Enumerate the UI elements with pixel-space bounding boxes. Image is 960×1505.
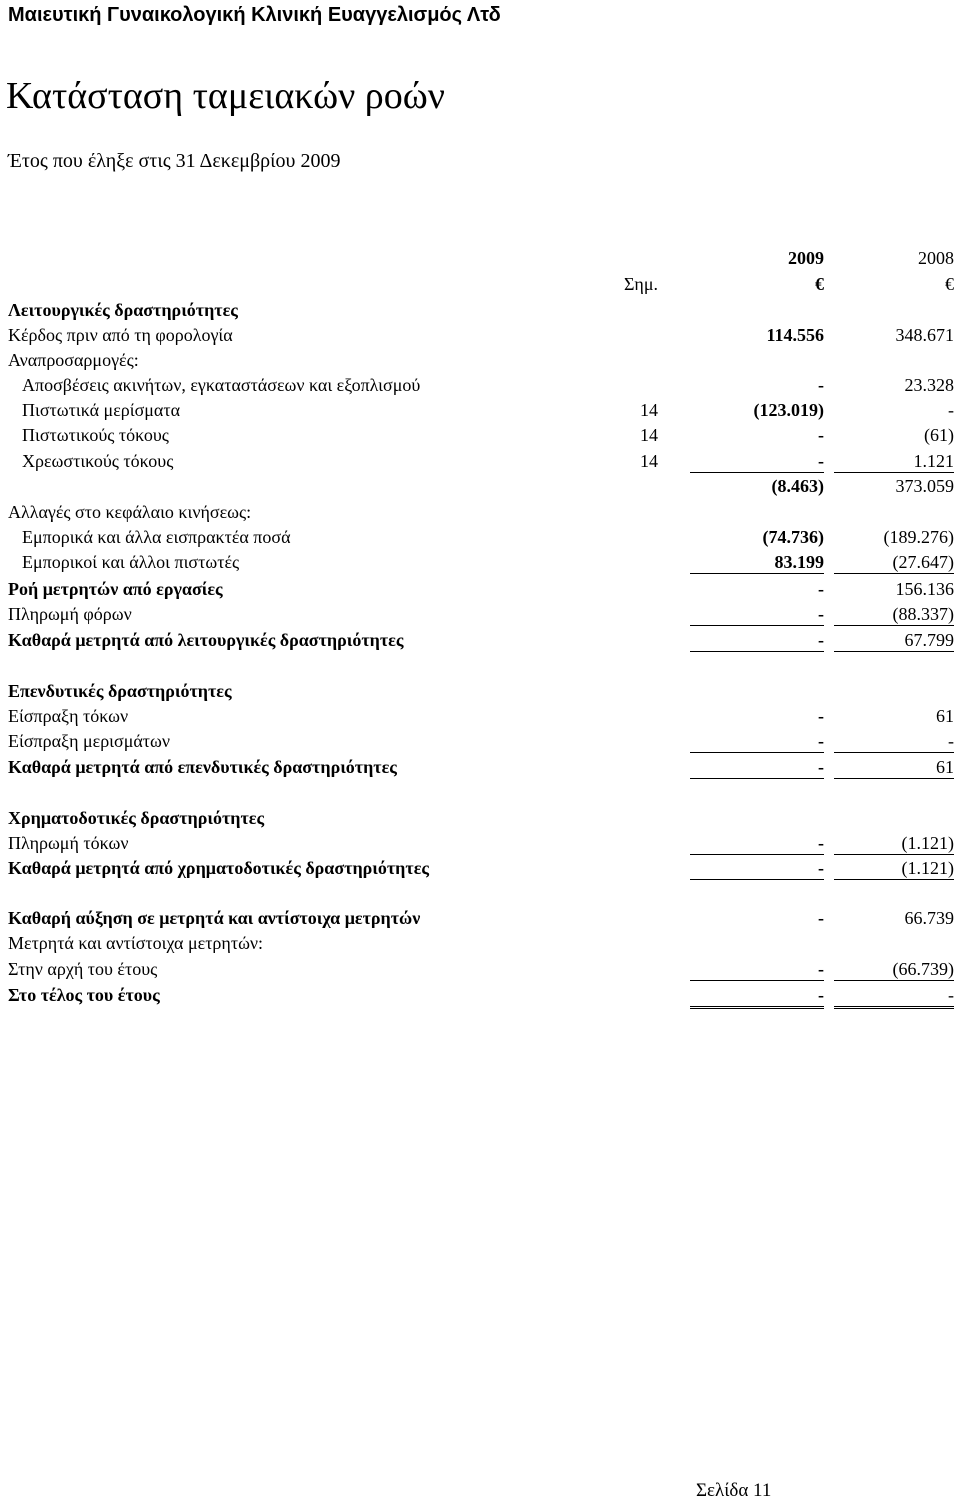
page-number: Σελίδα 11 [696, 1480, 772, 1501]
row-label: Χρεωστικούς τόκους [22, 451, 174, 471]
value-2008: - [948, 400, 954, 420]
row-label: Αλλαγές στο κεφάλαιο κινήσεως: [8, 502, 252, 522]
value-2008: (27.647) [834, 552, 954, 574]
table-row [0, 831, 960, 856]
table-row [0, 957, 960, 982]
value-2008: 67.799 [834, 630, 954, 652]
value-2009: - [690, 451, 824, 473]
row-label: Πληρωμή τόκων [8, 833, 129, 853]
section-heading [0, 298, 960, 323]
value-2008: 61 [834, 757, 954, 779]
table-row [0, 423, 960, 448]
value-2008: (66.739) [834, 959, 954, 981]
row-label: Λειτουργικές δραστηριότητες [8, 300, 238, 320]
value-2008: - [834, 731, 954, 753]
value-2009: - [818, 425, 824, 445]
table-row [0, 348, 960, 373]
value-2009: - [690, 630, 824, 652]
currency-2009: € [815, 274, 824, 294]
value-2009: 114.556 [766, 325, 824, 345]
note-header: Σημ. [623, 274, 658, 294]
value-2009: - [818, 908, 824, 928]
grand-total-row [0, 983, 960, 1008]
note-ref: 14 [640, 425, 658, 445]
total-row [0, 856, 960, 881]
value-2008: (61) [924, 425, 954, 445]
value-2009: - [690, 833, 824, 855]
table-row [0, 550, 960, 575]
row-label: Καθαρά μετρητά από χρηματοδοτικές δραστηριότητες [8, 858, 429, 878]
row-label: Πιστωτικούς τόκους [22, 425, 169, 445]
value-2008: 156.136 [895, 579, 954, 599]
note-ref: 14 [640, 451, 658, 471]
year-2008-header: 2008 [918, 248, 954, 268]
section-heading [0, 679, 960, 704]
value-2009: - [818, 579, 824, 599]
row-label: Πιστωτικά μερίσματα [22, 400, 181, 420]
value-2009: - [690, 959, 824, 981]
value-2008: 373.059 [895, 476, 954, 496]
table-row [0, 525, 960, 550]
row-label: Στην αρχή του έτους [8, 959, 158, 979]
value-2008: 61 [936, 706, 954, 726]
currency-2008: € [945, 274, 954, 294]
value-2009: - [690, 985, 824, 1009]
column-header-notes [0, 272, 960, 297]
note-ref: 14 [640, 400, 658, 420]
row-label: Καθαρή αύξηση σε μετρητά και αντίστοιχα μετρητών [8, 908, 421, 928]
table-row [0, 931, 960, 956]
row-label: Αναπροσαρμογές: [8, 350, 139, 370]
row-label: Στο τέλος του έτους [8, 985, 160, 1005]
table-row [0, 398, 960, 423]
total-row [0, 755, 960, 780]
value-2009: - [690, 731, 824, 753]
value-2009: - [818, 706, 824, 726]
page-title: Κατάσταση ταμειακών ροών [6, 75, 445, 117]
row-label: Εμπορικοί και άλλοι πιστωτές [22, 552, 240, 572]
value-2009: (74.736) [762, 527, 824, 547]
company-name: Μαιευτική Γυναικολογική Κλινική Ευαγγελισμός Λτδ [8, 4, 501, 26]
value-2008: 23.328 [904, 375, 954, 395]
row-label: Χρηματοδοτικές δραστηριότητες [8, 808, 265, 828]
row-label: Είσπραξη μερισμάτων [8, 731, 171, 751]
row-label: Μετρητά και αντίστοιχα μετρητών: [8, 933, 264, 953]
table-row [0, 449, 960, 474]
table-row [0, 323, 960, 348]
section-heading [0, 806, 960, 831]
year-2009-header: 2009 [788, 248, 824, 268]
value-2009: - [818, 375, 824, 395]
value-2008: (189.276) [883, 527, 954, 547]
column-header-years [0, 246, 960, 271]
table-row [0, 704, 960, 729]
value-2008: 348.671 [895, 325, 954, 345]
value-2008: 66.739 [904, 908, 954, 928]
table-row [0, 500, 960, 525]
total-row [0, 577, 960, 602]
value-2008: - [834, 985, 954, 1009]
value-2009: 83.199 [690, 552, 824, 574]
value-2008: (88.337) [834, 604, 954, 626]
total-row [0, 628, 960, 653]
value-2009: - [690, 858, 824, 880]
value-2009: (123.019) [753, 400, 824, 420]
value-2009: - [690, 757, 824, 779]
subtotal-row [0, 474, 960, 499]
table-row [0, 373, 960, 398]
table-row [0, 729, 960, 754]
value-2009: - [690, 604, 824, 626]
table-row [0, 602, 960, 627]
period-subtitle: Έτος που έληξε στις 31 Δεκεμβρίου 2009 [8, 150, 341, 172]
row-label: Καθαρά μετρητά από λειτουργικές δραστηριότητες [8, 630, 404, 650]
row-label: Επενδυτικές δραστηριότητες [8, 681, 232, 701]
row-label: Κέρδος πριν από τη φορολογία [8, 325, 233, 345]
row-label: Ροή μετρητών από εργασίες [8, 579, 223, 599]
row-label: Αποσβέσεις ακινήτων, εγκαταστάσεων και εξοπλισμού [22, 375, 421, 395]
value-2009: (8.463) [771, 476, 824, 496]
total-row [0, 906, 960, 931]
row-label: Πληρωμή φόρων [8, 604, 132, 624]
value-2008: (1.121) [834, 833, 954, 855]
value-2008: (1.121) [834, 858, 954, 880]
row-label: Είσπραξη τόκων [8, 706, 129, 726]
row-label: Καθαρά μετρητά από επενδυτικές δραστηριότητες [8, 757, 397, 777]
value-2008: 1.121 [834, 451, 954, 473]
row-label: Εμπορικά και άλλα εισπρακτέα ποσά [22, 527, 291, 547]
